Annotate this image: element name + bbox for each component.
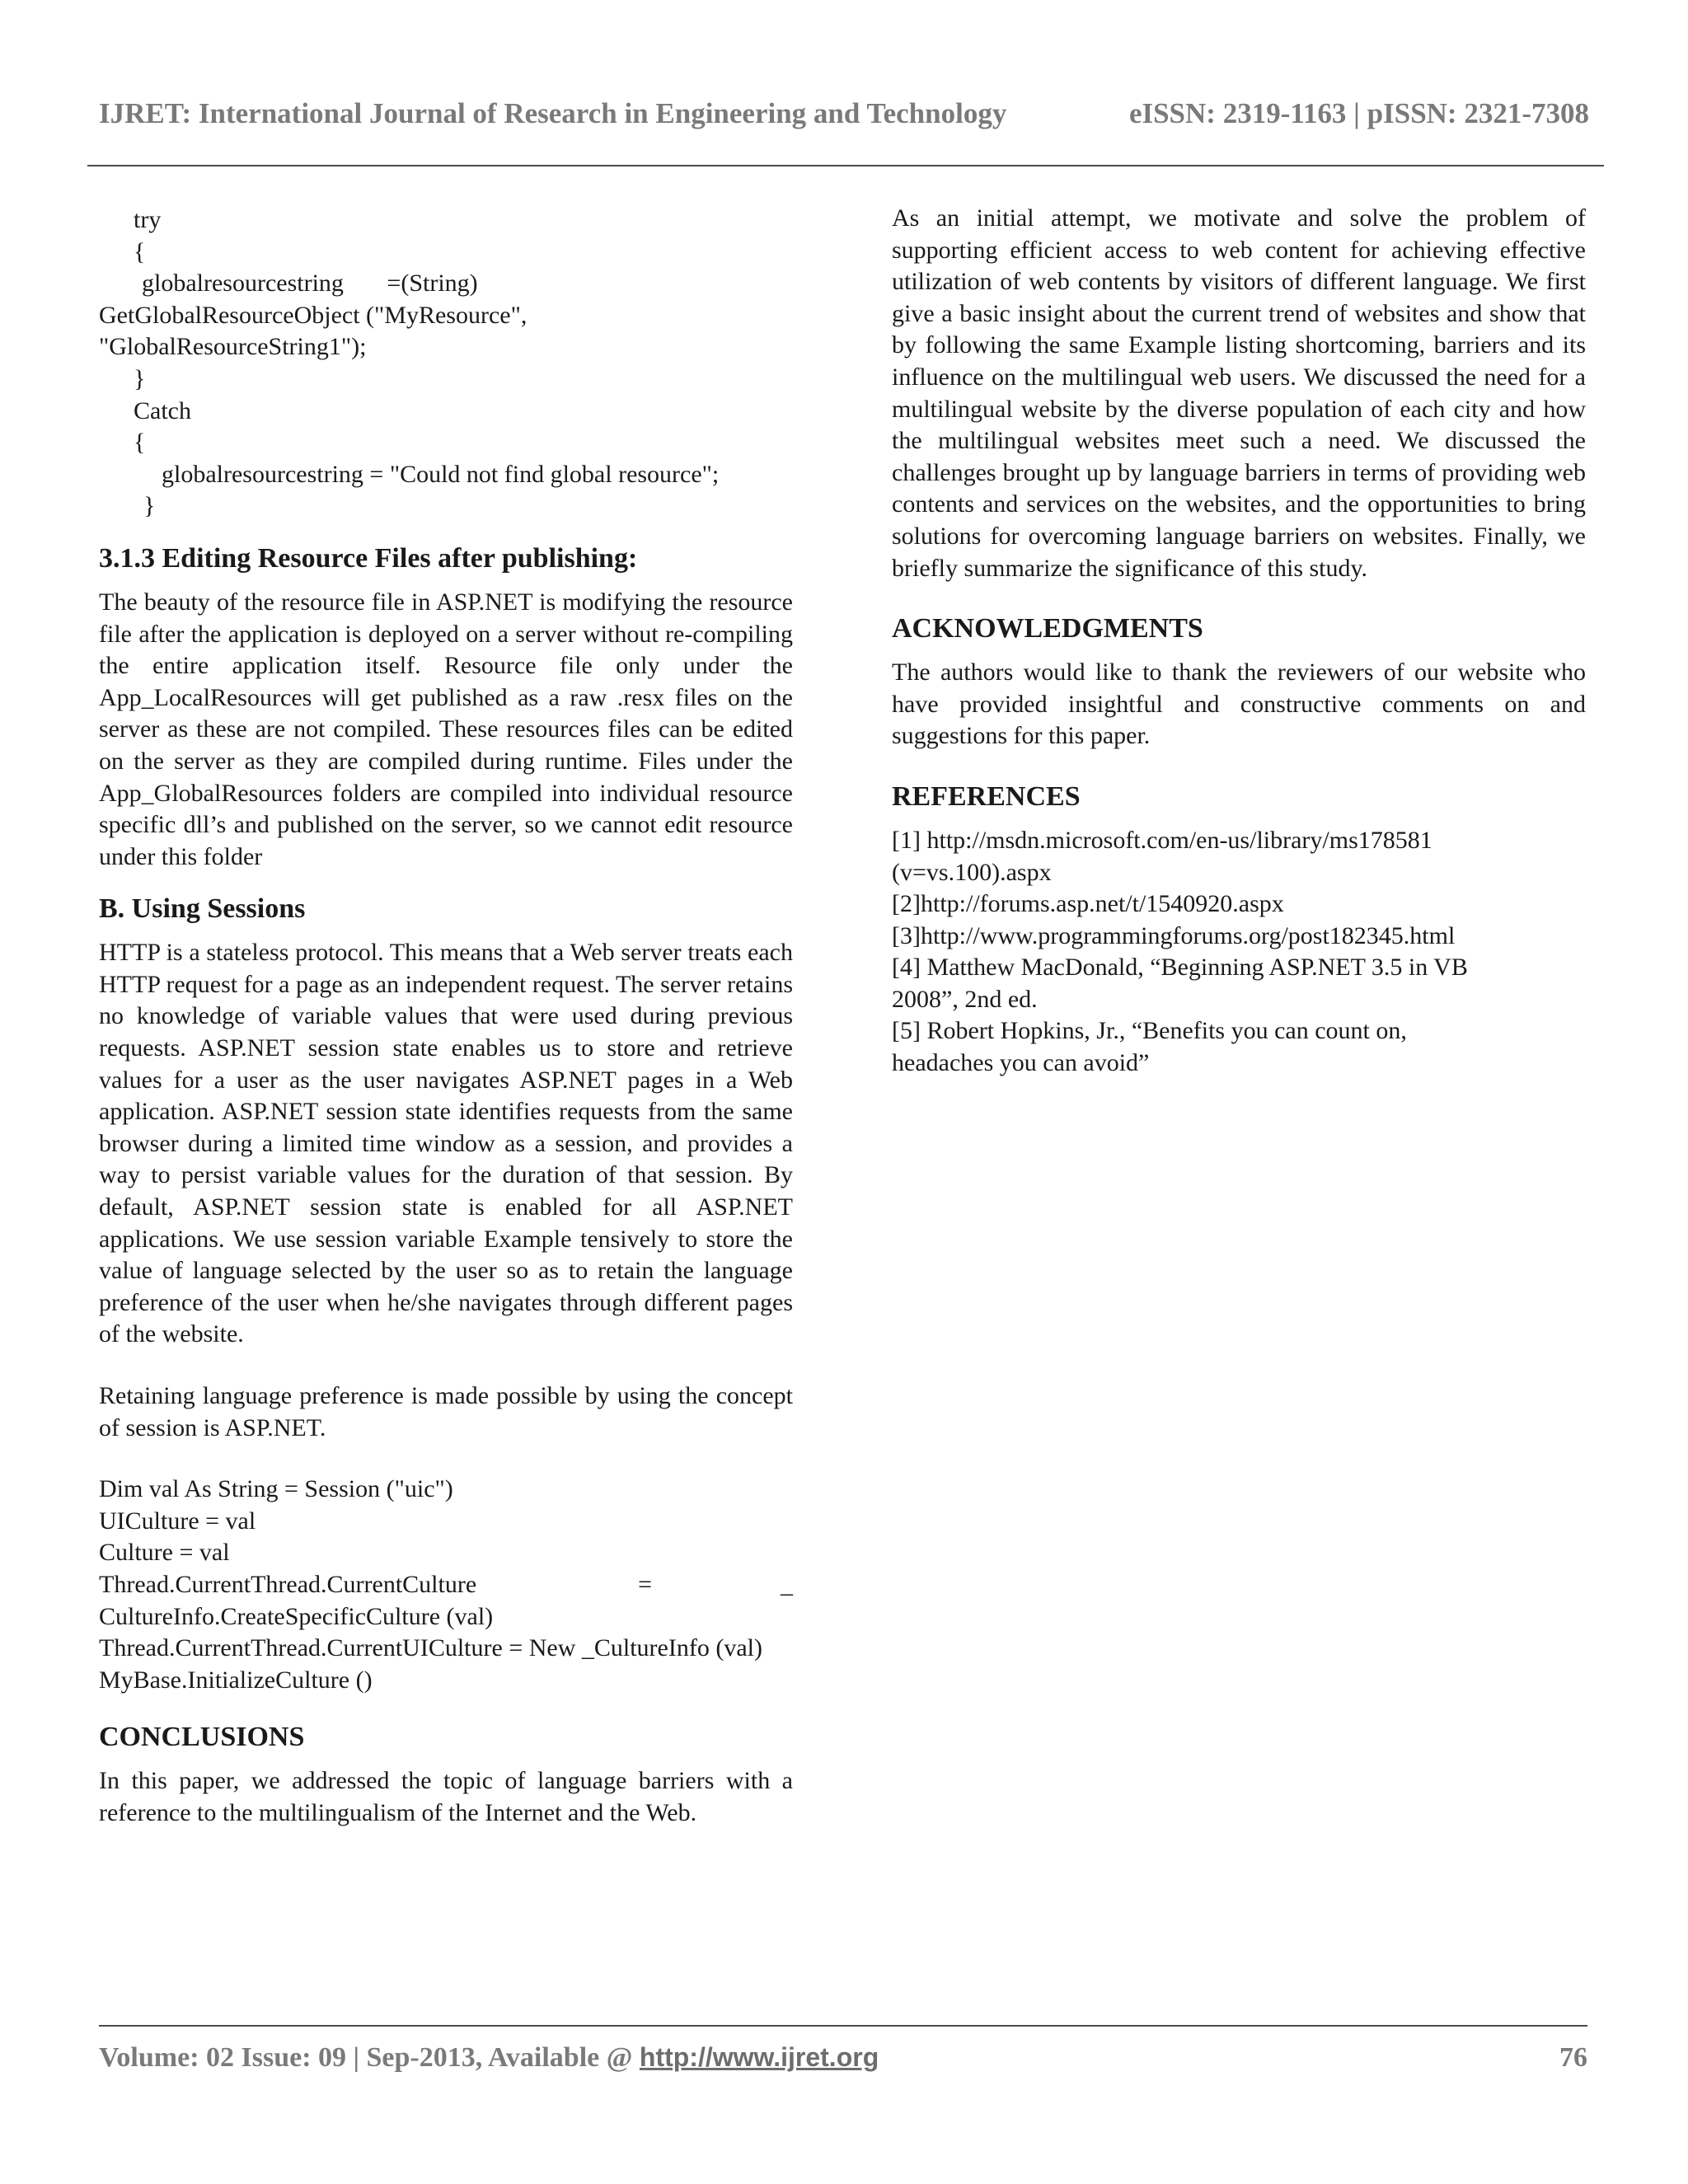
- header-divider: [87, 165, 1604, 166]
- code-line: GetGlobalResourceObject ("MyResource",: [99, 301, 528, 329]
- code-line: [99, 1569, 793, 1601]
- reference-list: [892, 825, 1586, 1080]
- reference-line: [5] Robert Hopkins, Jr., “Benefits you can count on,: [892, 1017, 1407, 1045]
- paragraph-intro: As an initial attempt, we motivate and solve the problem of supporting efficient access to web content for achieving effective utilization of web contents by visitors of different language. We first give a basic insight about the current trend of websites and show that by following the same Example listing shortcoming, barriers and its influence on the multilingual web users. We discussed the need for a multilingual website by the diverse population of each city and how the multilingual websites meet such a need. We discussed the challenges brought up by language barriers in terms of providing web contents and services on the websites, and the opportunities to bring solutions for overcoming language barriers on websites. Finally, we briefly summarize the significance of this study.: [892, 204, 1586, 582]
- reference-line: [4] Matthew MacDonald, “Beginning ASP.NET 3.5 in VB: [892, 954, 1468, 982]
- code-line: try: [134, 206, 162, 233]
- code-line: }: [134, 364, 146, 392]
- section-heading-references: REFERENCES: [892, 780, 1081, 812]
- reference-line: [1] http://msdn.microsoft.com/en-us/library/ms178581: [892, 826, 1432, 854]
- code-line: "GlobalResourceString1");: [99, 333, 367, 361]
- code-line: {: [134, 237, 146, 265]
- code-token: =: [638, 1570, 653, 1598]
- issn-info: eISSN: 2319-1163 | pISSN: 2321-7308: [1128, 97, 1589, 129]
- paragraph-editing-resources: The beauty of the resource file in ASP.NET is modifying the resource file after the application is deployed on a server without re-compiling the entire application itself. Resource file only under the App_LocalResources will get published as a raw .resx files on the server as these are not compiled. These resources files can be edited on the server as they are compiled during runtime. Files under the App_GlobalResources folders are compiled into individual resource specific dll’s and published on the server, so we cannot edit resource under this folder: [99, 588, 793, 870]
- code-line: Culture = val: [99, 1539, 230, 1567]
- code-line: Dim val As String = Session ("uic"): [99, 1475, 453, 1503]
- paragraph-acknowledgments: The authors would like to thank the reviewers of our website who have provided insightful and constructive comments on and suggestions for this paper.: [892, 658, 1586, 750]
- reference-line: [2]http://forums.asp.net/t/1540920.aspx: [892, 890, 1284, 918]
- code-block-culture: [99, 1474, 793, 1696]
- footer-divider: [99, 2025, 1587, 2027]
- reference-line: [3]http://www.programmingforums.org/post182345.html: [892, 921, 1456, 949]
- section-heading-conclusions: CONCLUSIONS: [99, 1722, 305, 1753]
- code-line: }: [143, 492, 156, 520]
- code-line: UICulture = val: [99, 1507, 256, 1535]
- paragraph-conclusions: In this paper, we addressed the topic of language barriers with a reference to the multilingualism of the Internet and the Web.: [99, 1767, 793, 1826]
- code-line: {: [134, 429, 146, 457]
- code-line: Thread.CurrentThread.CurrentUICulture = New _CultureInfo (val): [99, 1634, 762, 1662]
- paragraph-retaining-preference: Retaining language preference is made possible by using the concept of session is ASP.NET.: [99, 1382, 793, 1441]
- code-token: Thread.CurrentThread.CurrentCulture: [99, 1570, 477, 1598]
- page-number: 76: [1559, 2042, 1587, 2073]
- right-column: [892, 203, 1586, 1080]
- reference-line: 2008”, 2nd ed.: [892, 985, 1038, 1013]
- section-heading-sessions: B. Using Sessions: [99, 893, 306, 925]
- page-footer: [99, 2042, 1587, 2074]
- section-heading-313: 3.1.3 Editing Resource Files after publishing:: [99, 542, 638, 574]
- paragraph-sessions: HTTP is a stateless protocol. This means that a Web server treats each HTTP request for a page as an independent request. The server retains no knowledge of variable values that were used during previous requests. ASP.NET session state enables us to store and retrieve values for a user as the user navigates ASP.NET pages in a Web application. ASP.NET session state identifies requests from the same browser during a limited time window as a session, and provides a way to persist variable values for the duration of that session. By default, ASP.NET session state is enabled for all ASP.NET applications. We use session variable Example tensively to store the value of language selected by the user so as to retain the language preference of the user when he/she navigates through different pages of the website.: [99, 939, 793, 1348]
- left-column: [99, 204, 793, 1830]
- journal-link[interactable]: http://www.ijret.org: [639, 2042, 879, 2072]
- code-token: _: [781, 1570, 793, 1598]
- footer-volume: [99, 2042, 879, 2074]
- code-line: MyBase.InitializeCulture (): [99, 1666, 373, 1694]
- code-line: globalresourcestring =(String): [142, 269, 478, 298]
- section-heading-acknowledgments: ACKNOWLEDGMENTS: [892, 613, 1203, 644]
- reference-line: headaches you can avoid”: [892, 1049, 1150, 1077]
- page-header: [99, 97, 1589, 130]
- footer-volume-text: Volume: 02 Issue: 09 | Sep-2013, Available @: [99, 2042, 640, 2073]
- reference-line: (v=vs.100).aspx: [892, 858, 1052, 886]
- journal-title: IJRET: International Journal of Research in Engineering and Technology: [99, 97, 1007, 129]
- code-line: CultureInfo.CreateSpecificCulture (val): [99, 1602, 494, 1630]
- code-line: globalresourcestring = "Could not find global resource";: [162, 460, 720, 488]
- code-line: Catch: [134, 396, 191, 424]
- code-block-try-catch: [99, 204, 793, 523]
